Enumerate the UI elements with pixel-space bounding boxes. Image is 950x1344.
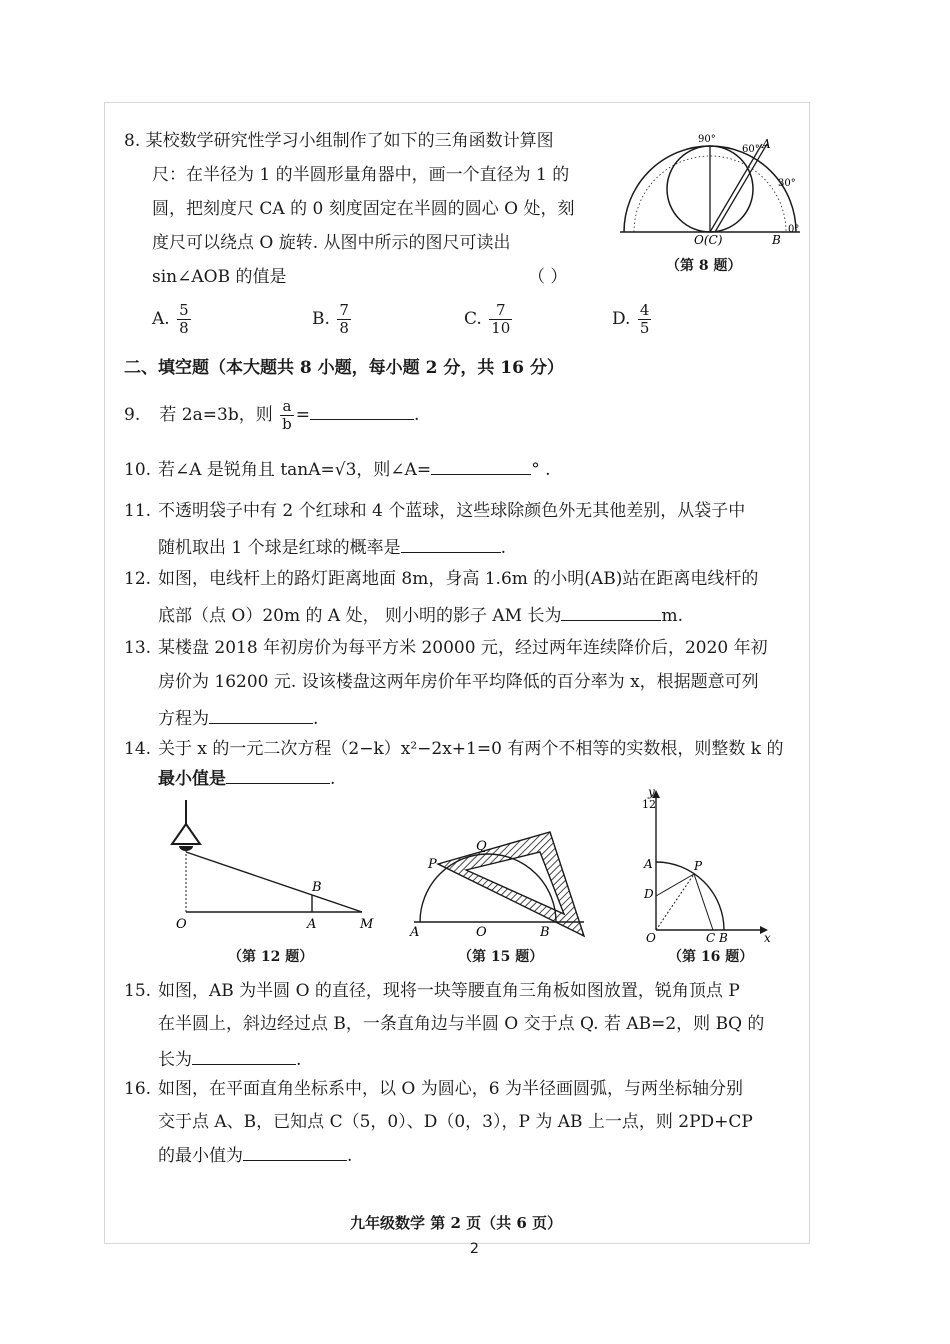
q11-line-2: 随机取出 1 个球是红球的概率是 . (158, 534, 506, 559)
q9: 9. 若 2a=3b，则 $\frac{a}{b}$ = . (124, 397, 420, 433)
fig12-label-o: O (176, 917, 187, 932)
q8-option-a: A. $\frac{5}{8}$ (152, 301, 189, 337)
q16-line-3: 的最小值为 . (158, 1142, 352, 1167)
figure-15-caption: （第 15 题） (458, 949, 544, 965)
q8-line-1: 8. 某校数学研究性学习小组制作了如下的三角函数计算图 (124, 131, 554, 151)
q16-line-2: 交于点 A、B，已知点 C（5，0）、D（0，3），P 为 AB 上一点，则 2PD+CP (158, 1112, 753, 1132)
fig15-label-a: A (410, 925, 420, 940)
q8-line-2: 尺：在半径为 1 的半圆形量角器中，画一个直径为 1 的 (152, 165, 570, 185)
figure-12-caption: （第 12 题） (228, 949, 314, 965)
q10: 10. 若∠A 是锐角且 tanA=√3，则∠A= ° . (124, 456, 551, 481)
q15-answer-blank (192, 1046, 296, 1065)
q16-answer-blank (243, 1142, 347, 1161)
q8-line-5: sin∠AOB 的值是 (152, 267, 287, 287)
q16-line-1: 16. 如图，在平面直角坐标系中，以 O 为圆心，6 为半径画圆弧，与两坐标轴分别 (124, 1079, 743, 1099)
q15-line-3: 长为 . (158, 1046, 301, 1071)
q11-line-1: 11. 不透明袋子中有 2 个红球和 4 个蓝球，这些球除颜色外无其他差别，从袋子中 (124, 501, 746, 521)
fig15-label-q: Q (476, 839, 487, 854)
fig16-label-x: x (764, 931, 771, 942)
fig16-label-cb: C B (706, 931, 728, 942)
figure-8-caption: （第 8 题） (666, 258, 742, 274)
q8-line-4: 度尺可以绕点 O 旋转. 从图中所示的图尺可读出 (152, 233, 511, 253)
fig16-label-o: O (646, 931, 656, 942)
q10-answer-blank (431, 456, 531, 475)
fig16-label-12: 12 (642, 798, 656, 811)
fig8-label-b: B (772, 233, 781, 247)
fig8-label-60: 60° (742, 144, 760, 155)
q14-answer-blank (226, 765, 330, 784)
figure-16-caption: （第 16 题） (668, 949, 754, 965)
q12-line-2: 底部（点 O）20m 的 A 处， 则小明的影子 AM 长为 m. (158, 602, 683, 627)
page-footer: 九年级数学 第 2 页（共 6 页） (350, 1214, 562, 1232)
q8-option-d: D. $\frac{4}{5}$ (612, 301, 650, 337)
q9-answer-blank (310, 401, 414, 420)
fig12-label-a: A (307, 917, 317, 932)
q15-line-1: 15. 如图，AB 为半圆 O 的直径，现将一块等腰直角三角板如图放置，锐角顶点 P (124, 981, 740, 1001)
fig8-label-oc: O(C) (694, 233, 723, 247)
fig15-label-b: B (540, 925, 550, 940)
fig15-label-p: P (428, 857, 437, 872)
q8-option-b: B. $\frac{7}{8}$ (312, 301, 349, 337)
section-2-title: 二、填空题（本大题共 8 小题，每小题 2 分，共 16 分） (124, 358, 564, 378)
q14-line-2: 最小值是 . (158, 765, 335, 790)
fig12-label-b: B (312, 880, 322, 895)
q15-line-2: 在半圆上，斜边经过点 B，一条直角边与半圆 O 交于点 Q. 若 AB=2，则 BQ 的 (158, 1014, 765, 1034)
fig16-label-p: P (694, 859, 703, 873)
figure-15-semicircle-triangle (404, 822, 594, 942)
q12-line-1: 12. 如图，电线杆上的路灯距离地面 8m，身高 1.6m 的小明(AB)站在距离电线杆的 (124, 569, 759, 589)
fig8-label-a: A (762, 137, 771, 151)
q13-line-1: 13. 某楼盘 2018 年初房价为每平方米 20000 元，经过两年连续降价后，2020 年初 (124, 638, 768, 658)
fig8-label-30: 30° (778, 178, 796, 189)
q11-answer-blank (401, 534, 501, 553)
fig15-label-o: O (476, 925, 487, 940)
page-number: 2 (470, 1241, 479, 1257)
fig16-label-y: y (648, 786, 655, 799)
figure-16-coordinate-arc (636, 786, 786, 942)
q8-line-3: 圆，把刻度尺 CA 的 0 刻度固定在半圆的圆心 O 处，刻 (152, 199, 575, 219)
q12-answer-blank (561, 602, 661, 621)
figure-12-streetlight (162, 796, 388, 936)
q8-answer-paren: （ ） (528, 267, 568, 287)
q13-line-3: 方程为 . (158, 705, 318, 730)
q13-line-2: 房价为 16200 元. 设该楼盘这两年房价年平均降低的百分率为 x，根据题意可列 (158, 672, 759, 692)
fig16-label-a: A (644, 857, 653, 871)
q13-answer-blank (209, 705, 313, 724)
fig8-label-0: 0° (788, 224, 800, 235)
q14-line-1: 14. 关于 x 的一元二次方程（2−k）x²−2x+1=0 有两个不相等的实数根，则整数 k 的 (124, 739, 784, 759)
q8-option-c: C. $\frac{7}{10}$ (464, 301, 511, 337)
fig16-label-d: D (644, 887, 654, 901)
fig8-label-90: 90° (698, 134, 716, 145)
figure-8-protractor (612, 128, 808, 248)
fig12-label-m: M (360, 917, 374, 932)
